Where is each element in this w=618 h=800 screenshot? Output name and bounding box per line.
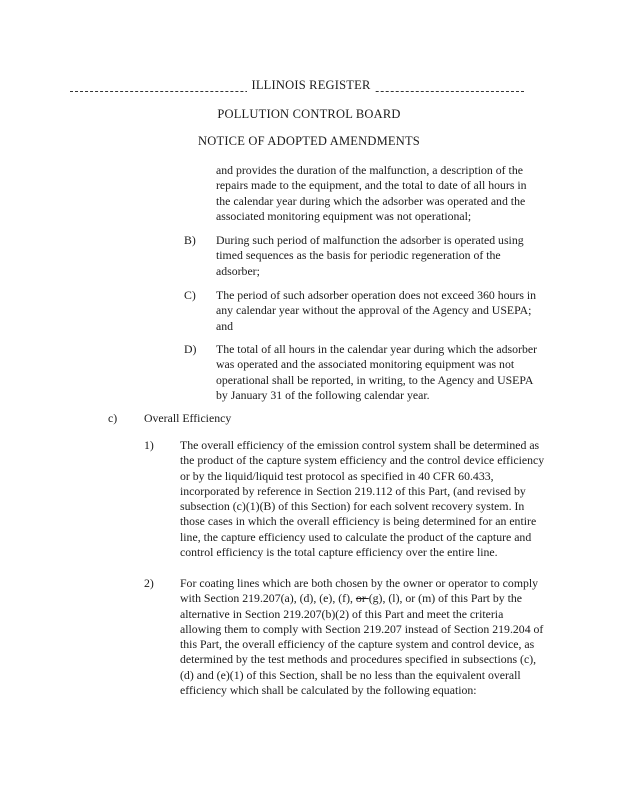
sub-item-2-text-before: For coating lines which are both chosen by the owner or operator to comply with Section 219.207(a), (d), (e), (f), bbox=[180, 576, 539, 606]
sub-item-1-label: 1) bbox=[144, 438, 154, 452]
struck-text: or bbox=[355, 591, 369, 606]
sub-item-2-label: 2) bbox=[144, 576, 154, 590]
notice-title: NOTICE OF ADOPTED AMENDMENTS bbox=[198, 134, 420, 148]
board-title: POLLUTION CONTROL BOARD bbox=[217, 107, 401, 121]
continuation-paragraph: and provides the duration of the malfunction, a description of the repairs made to the equipment, and the total to date of all hours in the calendar year during which the adsorber was operated and the associated monitoring equipment was not operational; bbox=[216, 163, 527, 223]
item-c-label: C) bbox=[184, 288, 196, 302]
item-b-text: During such period of malfunction the adsorber is operated using timed sequences as the basis for periodic regeneration of the adsorber; bbox=[216, 233, 524, 278]
sub-item-2-text bbox=[180, 576, 546, 698]
sub-item-2-text-after: (g), (l), or (m) of this Part by the alternative in Section 219.207(b)(2) of this Part and meet the criteria allowing them to comply with Section 219.207 instead of Section 219.204 of this Part, the overall efficiency of the capture system and control device, as determined by the test methods and procedures specified in subsections (c), (d) and (e)(1) of this Section, shall be no less than the equivalent overall efficiency which shall be calculated by the following equation: bbox=[180, 591, 544, 698]
section-c-label: c) bbox=[108, 411, 118, 425]
item-b-label: B) bbox=[184, 233, 196, 247]
item-d-text: The total of all hours in the calendar year during which the adsorber was operated and the associated monitoring equipment was not operational shall be reported, in writing, to the Agency and USEPA by January 31 of the following calendar year. bbox=[216, 342, 538, 402]
section-c-heading: Overall Efficiency bbox=[144, 411, 232, 425]
item-c-text: The period of such adsorber operation does not exceed 360 hours in any calendar year without the approval of the Agency and USEPA; and bbox=[216, 288, 537, 333]
register-title: ILLINOIS REGISTER bbox=[0, 78, 618, 93]
item-d-label: D) bbox=[184, 342, 197, 356]
sub-item-1-text: The overall efficiency of the emission control system shall be determined as the product of the capture system efficiency and the control device efficiency or by the liquid/liquid test protocol as specified in 40 CFR 60.433, incorporated by reference in Section 219.112 of this Part, (and revised by subsection (c)(1)(B) of this Section) for each solvent recovery system. In those cases in which the overall efficiency is being determined for an entire line, the capture efficiency used to calculate the product of the capture and control efficiency is the total capture efficiency over the entire line. bbox=[180, 438, 545, 560]
